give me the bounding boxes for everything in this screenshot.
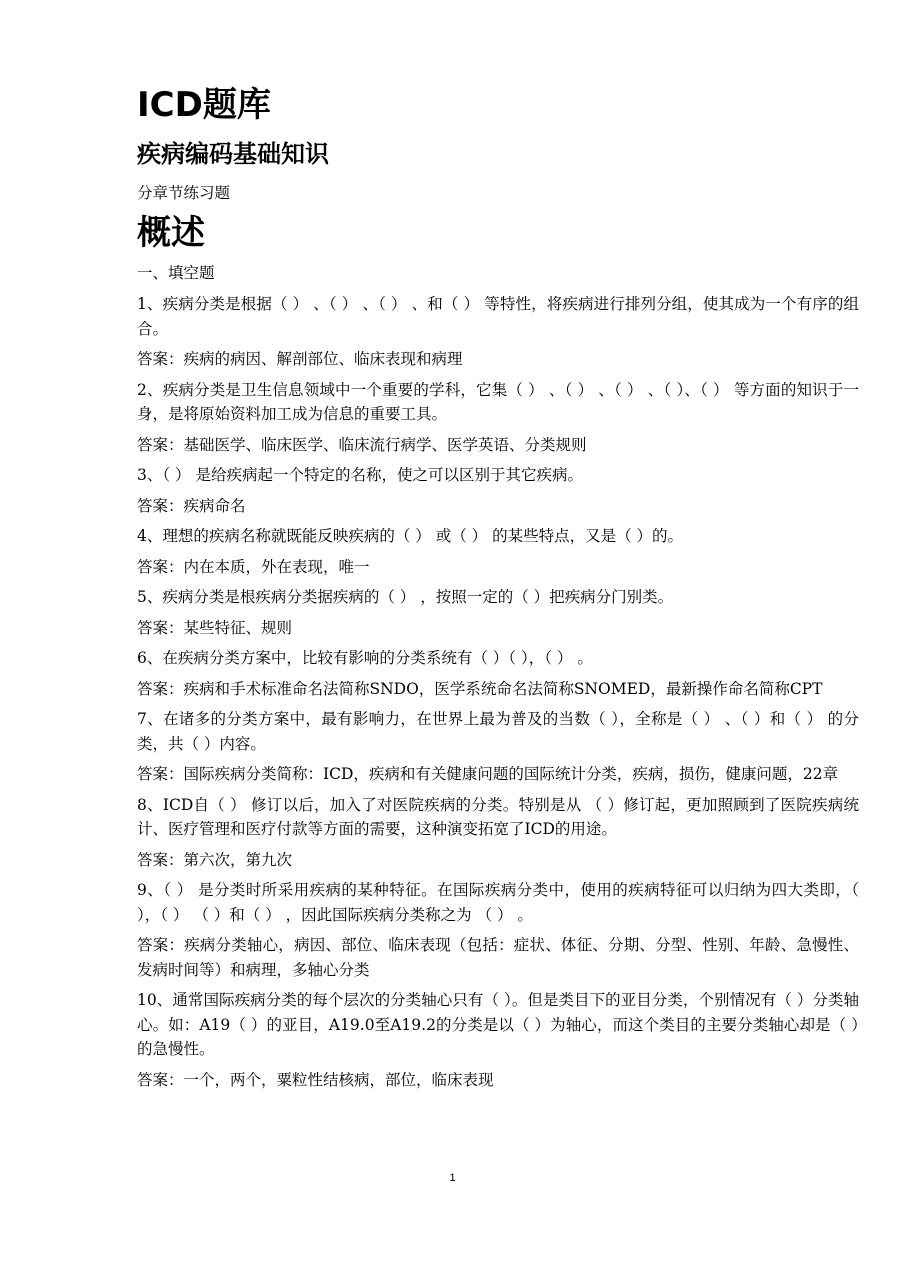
answer-text: 答案：疾病的病因、解剖部位、临床表现和病理: [137, 350, 463, 368]
answer-text: 答案：疾病和手术标准命名法简称SNDO，医学系统命名法简称SNOMED，最新操作命名简称CPT: [137, 679, 823, 698]
answer-text: 答案：内在本质，外在表现，唯一: [137, 557, 370, 576]
answer-text: 答案：基础医学、临床医学、临床流行病学、医学英语、分类规则: [137, 435, 587, 454]
document-page: [137, 80, 859, 1098]
question-item: [137, 988, 859, 1092]
question-text: 3、（ ） 是给疾病起一个特定的名称，使之可以区别于其它疾病。: [137, 466, 583, 484]
question-item: [137, 524, 859, 579]
document-subtitle: 疾病编码基础知识: [137, 140, 329, 168]
question-item: [137, 585, 859, 640]
page-number: 1: [449, 1172, 456, 1184]
question-text: 5、疾病分类是根疾病分类据疾病的（ ） ，按照一定的（ ）把疾病分门别类。: [137, 588, 674, 606]
answer-text: 答案：某些特征、规则: [137, 618, 293, 637]
question-text: 6、在疾病分类方案中，比较有影响的分类系统有（ ）（ ），（ ） 。: [137, 649, 593, 667]
question-text: 2、疾病分类是卫生信息领域中一个重要的学科，它集（ ） 、（ ） 、（ ） 、（ ）、（ ） 等方面的知识于一身，是将原始资料加工成为信息的重要工具。: [137, 380, 859, 423]
question-text: 1、疾病分类是根据（ ） 、（ ） 、（ ） 、和（ ） 等特性，将疾病进行排列分组，使其成为一个有序的组合。: [137, 295, 859, 338]
answer-text: 答案：国际疾病分类简称：ICD，疾病和有关健康问题的国际统计分类，疾病，损伤，健康问题，22章: [137, 765, 839, 783]
section-label: 一、填空题: [137, 264, 215, 282]
chapter-heading: 概述: [137, 213, 205, 253]
question-item: [137, 292, 859, 372]
question-item: [137, 646, 859, 701]
answer-text: 答案：疾病命名: [137, 496, 246, 515]
question-item: [137, 878, 859, 982]
question-text: 9、（ ） 是分类时所采用疾病的某种特征。在国际疾病分类中，使用的疾病特征可以归纳为四大类即，（ ），（ ） （ ）和（ ） ，因此国际疾病分类称之为 （ ） 。: [137, 881, 859, 924]
exercise-heading: 分章节练习题: [137, 184, 231, 202]
question-item: [137, 793, 859, 873]
answer-text: 答案：一个，两个，粟粒性结核病，部位，临床表现: [137, 1070, 494, 1089]
question-text: 4、理想的疾病名称就既能反映疾病的（ ） 或（ ） 的某些特点，又是（ ）的。: [137, 527, 683, 545]
answer-text: 答案：第六次，第九次: [137, 850, 293, 869]
question-text: 10、通常国际疾病分类的每个层次的分类轴心只有（ ）。但是类目下的亚目分类，个别情况有（ ）分类轴心。如：A19（ ）的亚目，A19.0至A19.2的分类是以（ ）为轴心，而这个类目的主要分类轴心却是（ ）的急慢性。: [137, 991, 859, 1058]
question-item: [137, 707, 859, 787]
question-text: 8、ICD自（ ） 修订以后，加入了对医院疾病的分类。特别是从 （ ）修订起，更加照顾到了医院疾病统计、医疗管理和医疗付款等方面的需要，这种演变拓宽了ICD的用途。: [137, 795, 859, 838]
question-item: [137, 463, 859, 518]
answer-text: 答案：疾病分类轴心，病因、部位、临床表现（包括：症状、体征、分期、分型、性别、年龄、急慢性、发病时间等）和病理，多轴心分类: [137, 936, 859, 979]
document-title: ICD题库: [137, 85, 271, 125]
question-item: [137, 378, 859, 458]
question-text: 7、在诸多的分类方案中，最有影响力，在世界上最为普及的当数（ ），全称是（ ） 、（ ）和（ ） 的分类，共（ ）内容。: [137, 710, 859, 753]
